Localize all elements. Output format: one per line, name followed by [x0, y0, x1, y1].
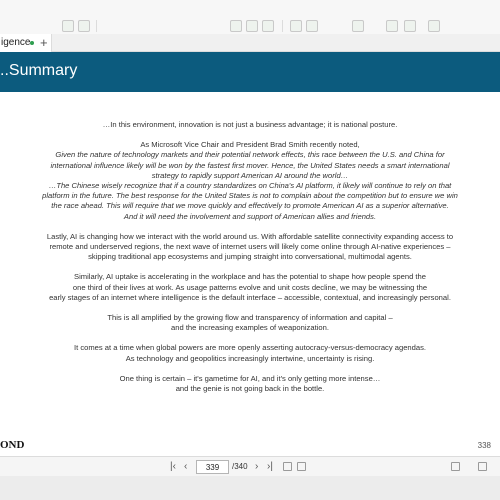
tab-bar: [0, 34, 500, 52]
status-strip: [0, 476, 500, 500]
toolbar-tool-icon[interactable]: [386, 20, 398, 32]
next-page-icon[interactable]: ›: [255, 461, 259, 472]
text-line: skipping traditional app ecosystems and jumping straight into conversational, multimodal agents.: [88, 252, 412, 262]
page-number: 338: [477, 441, 491, 450]
quote-line: platform in the future. The best response for the United States is not to complain about the competition but to ensure we win: [42, 191, 458, 201]
tab-label: igence: [1, 37, 31, 48]
toolbar-divider: [282, 20, 283, 32]
last-page-icon[interactable]: ›|: [267, 461, 273, 472]
text-line: early stages of an internet where intelligence is the default interface – accessible, contextual, and increasingly personal.: [49, 292, 451, 302]
new-tab-icon[interactable]: +: [40, 35, 48, 50]
page-number-input[interactable]: [196, 460, 229, 474]
summary-body: [0, 120, 500, 404]
toolbar-tool-icon[interactable]: [404, 20, 416, 32]
top-toolbar: [0, 0, 500, 34]
text-line: As Microsoft Vice Chair and President Brad Smith recently noted,: [140, 140, 360, 150]
toolbar-tool-icon[interactable]: [246, 20, 258, 32]
paragraph: [0, 343, 500, 363]
view-mode-icon[interactable]: [451, 462, 460, 471]
text-line: This is all amplified by the growing flow and transparency of information and capital –: [107, 313, 393, 323]
toolbar-tool-icon[interactable]: [62, 20, 74, 32]
paragraph: [0, 232, 500, 263]
page-navigation-bar: [0, 456, 500, 476]
layout-icon[interactable]: [478, 462, 487, 471]
quote-line: strategy to rapidly support American AI around the world…: [151, 170, 349, 180]
footer-logo: OND: [0, 439, 25, 451]
quote-line: And it will need the involvement and support of American allies and friends.: [123, 211, 377, 221]
quote-paragraph: [0, 140, 500, 222]
previous-page-icon[interactable]: ‹: [184, 461, 188, 472]
text-line: one third of their lives at work. As usage patterns evolve and unit costs decline, we may be witnessing the: [72, 282, 428, 292]
unsaved-dot-icon: [30, 41, 34, 45]
toolbar-tool-icon[interactable]: [352, 20, 364, 32]
toolbar-tool-icon[interactable]: [290, 20, 302, 32]
toolbar-tool-icon[interactable]: [230, 20, 242, 32]
text-line: One thing is certain – it's gametime for AI, and it's only getting more intense…: [119, 373, 381, 383]
text-line: Lastly, AI is changing how we interact with the world around us. With affordable satellite connectivity expanding access to: [46, 231, 454, 241]
toolbar-tool-icon[interactable]: [306, 20, 318, 32]
page-total: /340: [232, 462, 248, 471]
toolbar-tool-icon[interactable]: [428, 20, 440, 32]
text-line: …In this environment, innovation is not just a business advantage; it is national posture.: [102, 120, 398, 129]
toolbar-tool-icon[interactable]: [262, 20, 274, 32]
text-line: and the genie is not going back in the bottle.: [175, 384, 325, 394]
document-page: [0, 52, 500, 456]
text-line: and the increasing examples of weaponization.: [171, 323, 329, 333]
first-page-icon[interactable]: |‹: [170, 461, 176, 472]
section-title: ..Summary: [0, 62, 78, 79]
text-line: It comes at a time when global powers are more openly asserting autocracy-versus-democracy agendas.: [73, 343, 426, 353]
text-line: As technology and geopolitics increasingly intertwine, uncertainty is rising.: [125, 353, 375, 363]
quote-line: Given the nature of technology markets and their potential network effects, this race between the U.S. and China for: [55, 150, 445, 160]
section-banner: [0, 52, 500, 92]
paragraph: [0, 272, 500, 303]
quote-line: international influence likely will be won by the fastest first mover. Hence, the United States needs a smart international: [50, 160, 450, 170]
paragraph: [0, 313, 500, 333]
toolbar-tool-icon[interactable]: [78, 20, 90, 32]
toolbar-divider: [96, 20, 97, 32]
quote-line: …The Chinese wisely recognize that if a country standardizes on China's AI platform, it likely will continue to rely on that: [48, 181, 452, 191]
rotate-icon[interactable]: [283, 462, 292, 471]
paragraph: [0, 374, 500, 394]
quote-line: the race ahead. This will require that we move quickly and effectively to promote American AI as a superior alternative.: [51, 201, 449, 211]
text-line: remote and underserved regions, the next wave of internet users will likely come online through AI-native experiences –: [49, 242, 451, 252]
paragraph: [0, 120, 500, 130]
text-line: Similarly, AI uptake is accelerating in the workplace and has the potential to shape how people spend the: [74, 272, 426, 282]
fit-page-icon[interactable]: [297, 462, 306, 471]
